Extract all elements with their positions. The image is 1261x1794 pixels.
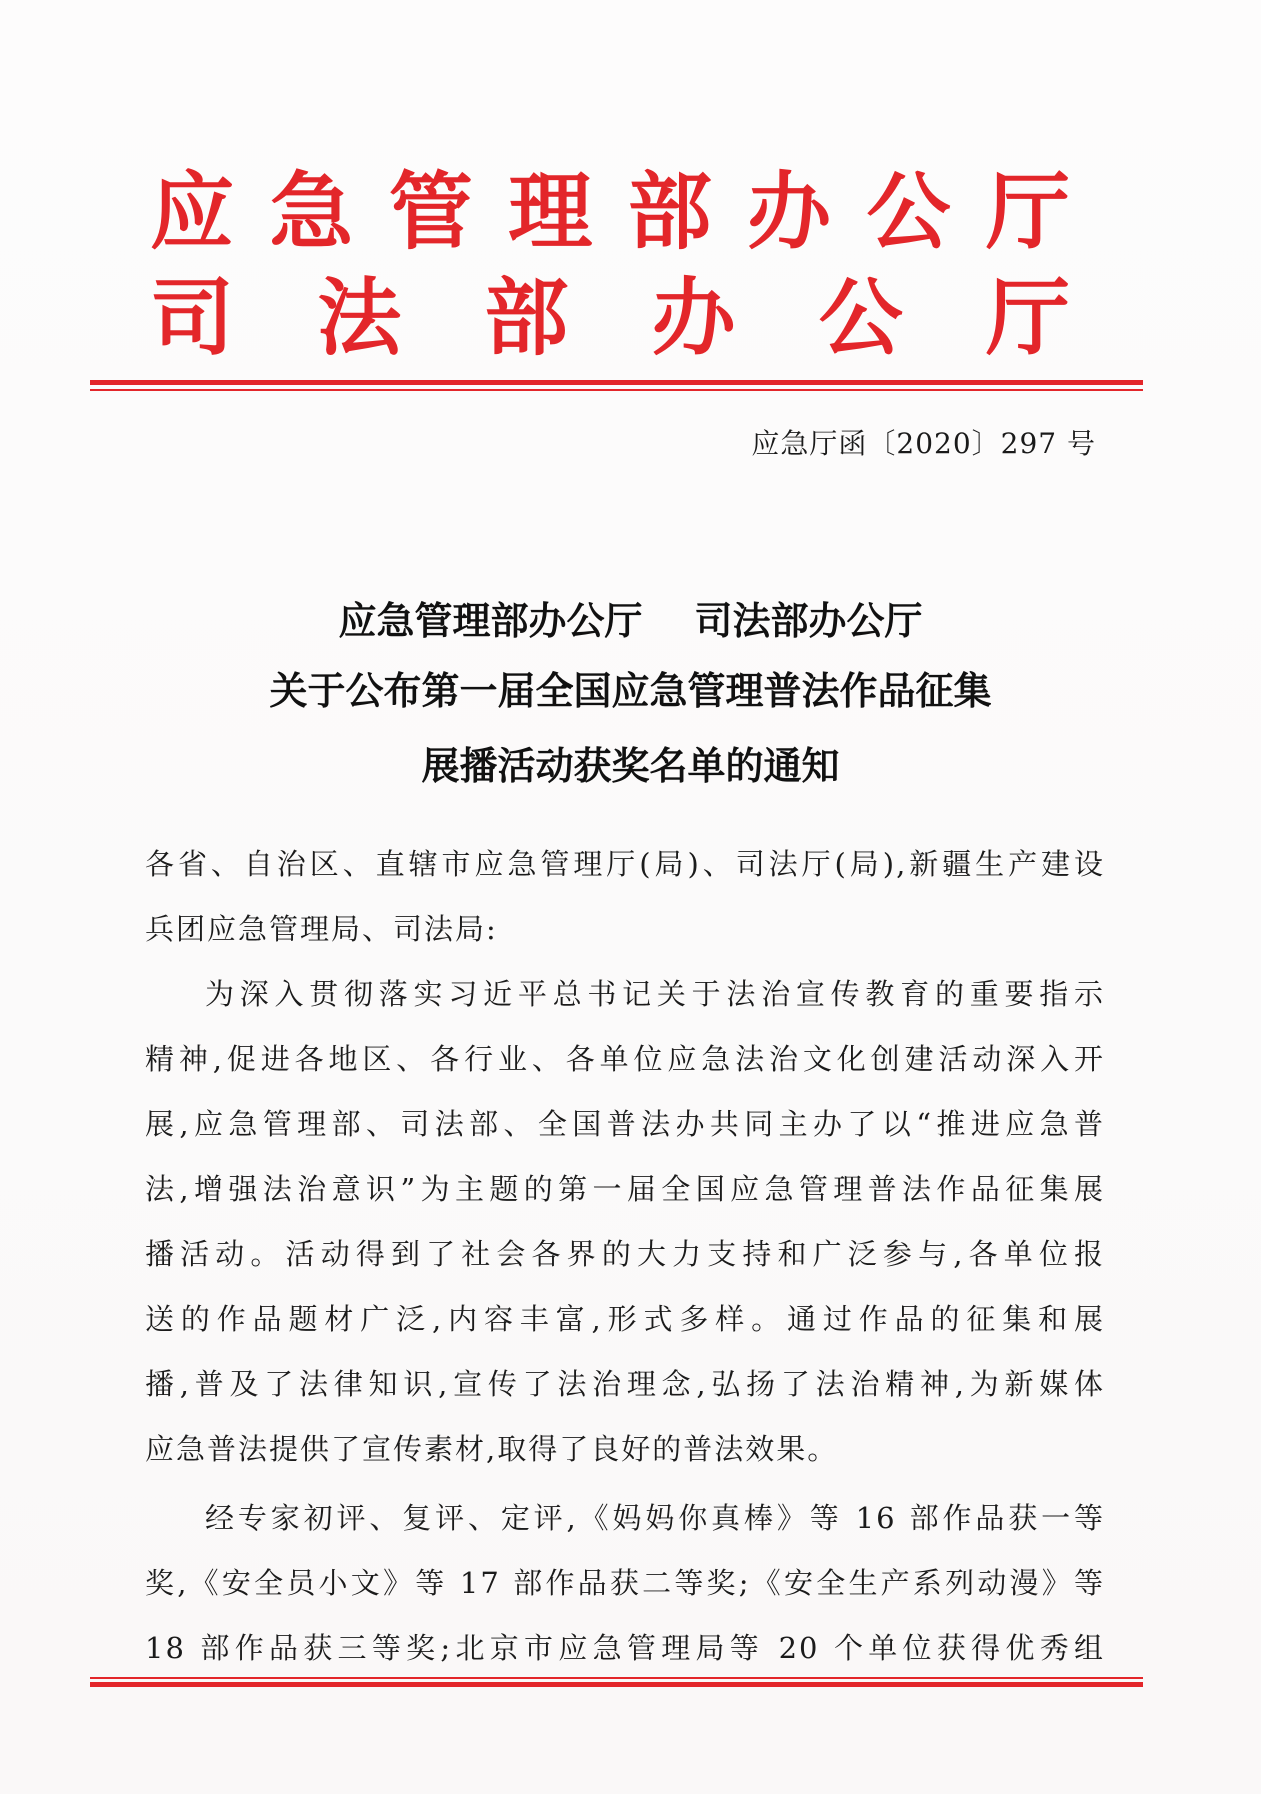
letterhead-char: 法 xyxy=(317,269,402,367)
letterhead-char: 厅 xyxy=(985,269,1070,367)
title-line-2: 关于公布第一届全国应急管理普法作品征集 xyxy=(269,669,992,713)
title-line-3: 展播活动获奖名单的通知 xyxy=(421,744,840,788)
salutation-line: 兵团应急管理局、司法局: xyxy=(145,912,498,946)
letterhead-char: 厅 xyxy=(985,163,1070,261)
paragraph-background xyxy=(145,962,1105,1482)
title-issuer-1: 应急管理部办公厅 xyxy=(338,599,643,643)
letterhead-line-emergency-office xyxy=(150,162,1070,262)
footer-red-rule-thin xyxy=(90,1677,1143,1679)
letterhead-red-rule-thin xyxy=(90,389,1143,391)
title-issuer-2: 司法部办公厅 xyxy=(694,599,923,643)
letterhead-char: 司 xyxy=(150,269,235,367)
letterhead-char: 管 xyxy=(388,163,473,261)
salutation xyxy=(145,832,1105,962)
letterhead-char: 办 xyxy=(747,163,832,261)
letterhead-red-rule xyxy=(90,380,1143,385)
paragraph-line: 播,普及了法律知识,宣传了法治理念,弘扬了法治精神,为新媒体 xyxy=(145,1367,1105,1401)
letterhead-char: 部 xyxy=(484,269,569,367)
paragraph-line: 经专家初评、复评、定评,《妈妈你真棒》等 16 部作品获一等 xyxy=(205,1501,1105,1535)
letterhead-char: 应 xyxy=(150,163,235,261)
paragraph-awards xyxy=(145,1486,1105,1681)
salutation-line: 各省、自治区、直辖市应急管理厅(局)、司法厅(局),新疆生产建设 xyxy=(145,847,1105,881)
letterhead-char: 公 xyxy=(866,163,951,261)
letterhead-char: 理 xyxy=(508,163,593,261)
paragraph-line: 法,增强法治意识”为主题的第一届全国应急管理普法作品征集展 xyxy=(145,1172,1105,1206)
letterhead-char: 公 xyxy=(818,269,903,367)
paragraph-line: 奖,《安全员小文》等 17 部作品获二等奖;《安全生产系列动漫》等 xyxy=(145,1566,1105,1600)
title-line-1 xyxy=(90,590,1171,645)
paragraph-line: 展,应急管理部、司法部、全国普法办共同主办了以“推进应急普 xyxy=(145,1107,1105,1141)
paragraph-line: 播活动。活动得到了社会各界的大力支持和广泛参与,各单位报 xyxy=(145,1237,1105,1271)
document-number: 应急厅函〔2020〕297 号 xyxy=(751,427,1096,460)
paragraph-line: 为深入贯彻落实习近平总书记关于法治宣传教育的重要指示 xyxy=(205,977,1105,1011)
letterhead-char: 办 xyxy=(651,269,736,367)
paragraph-line: 送的作品题材广泛,内容丰富,形式多样。通过作品的征集和展 xyxy=(145,1302,1105,1336)
footer-red-rule xyxy=(90,1682,1143,1687)
letterhead-line-justice-office xyxy=(150,268,1070,368)
paragraph-line: 应急普法提供了宣传素材,取得了良好的普法效果。 xyxy=(145,1432,839,1466)
paragraph-line: 精神,促进各地区、各行业、各单位应急法治文化创建活动深入开 xyxy=(145,1042,1105,1076)
paragraph-line: 18 部作品获三等奖;北京市应急管理局等 20 个单位获得优秀组 xyxy=(145,1631,1105,1665)
letterhead-char: 急 xyxy=(269,163,354,261)
letterhead-char: 部 xyxy=(627,163,712,261)
